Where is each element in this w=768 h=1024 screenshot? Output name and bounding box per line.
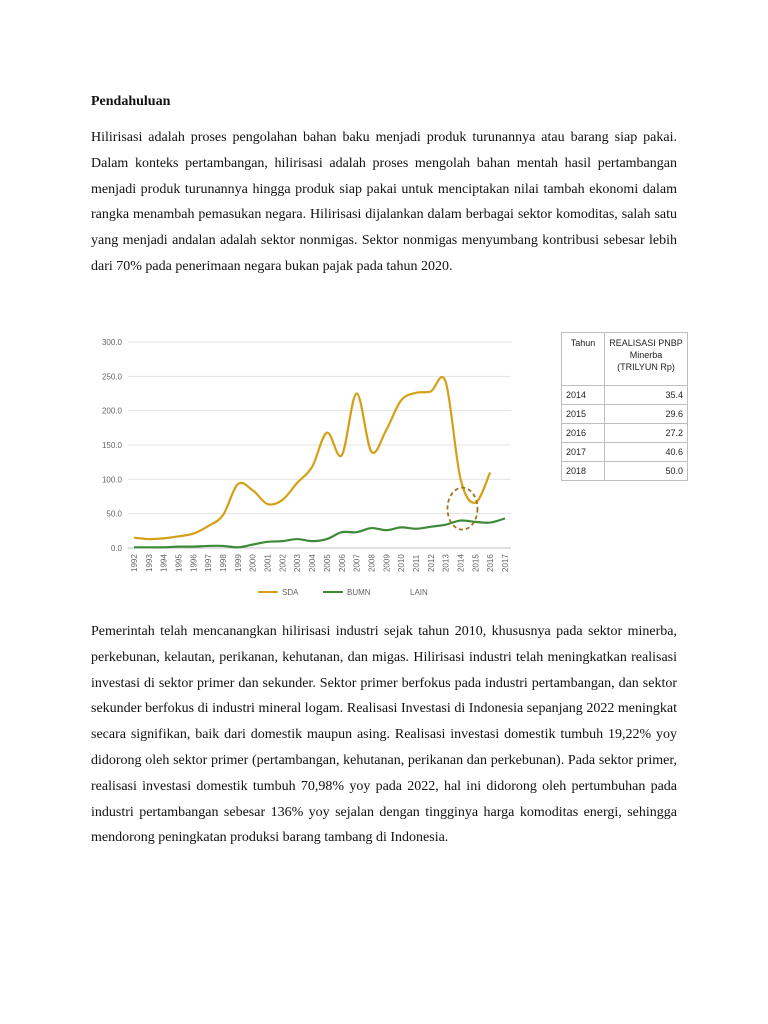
x-tick-label: 1992 (130, 554, 139, 572)
value-cell: 29.6 (605, 405, 688, 424)
header-value-line: Minerba (629, 350, 663, 360)
table-row (562, 386, 688, 405)
x-tick-label: 1995 (174, 554, 184, 572)
chart-svg (90, 332, 518, 604)
x-tick-label: 2017 (501, 554, 510, 572)
value-cell: 35.4 (605, 386, 688, 405)
x-tick-label: 2005 (322, 554, 332, 572)
value-cell: 50.0 (605, 462, 688, 481)
x-tick-label: 2016 (486, 554, 496, 572)
x-tick-label: 1997 (204, 554, 214, 572)
x-tick-label: 2014 (456, 554, 466, 572)
x-tick-label: 1998 (219, 554, 229, 572)
intro-paragraph: Hilirisasi adalah proses pengolahan bahan baku menjadi produk turunannya atau barang siap pakai. Dalam konteks pertambangan, hilirisasi adalah proses mengolah bahan mentah hasil pertambangan menjadi produk turunannya hingga produk siap pakai untuk menciptakan nilai tambah ekonomi dalam rangka menambah pemasukan negara. Hilirisasi dijalankan dalam berbagai sektor komoditas, salah satu yang menjadi andalan adalah sektor nonmigas. Sektor nonmigas menyumbang kontribusi sebesar lebih dari 70% pada penerimaan negara bukan pajak pada tahun 2020. (91, 130, 677, 274)
year-cell: 2018 (562, 462, 605, 481)
y-tick-label: 0.0 (110, 544, 122, 553)
x-tick-label: 2002 (278, 554, 288, 572)
x-tick-label: 2008 (367, 554, 377, 572)
y-tick-label: 200.0 (101, 406, 122, 416)
year-cell: 2015 (562, 405, 605, 424)
x-tick-label: 1999 (233, 554, 243, 572)
y-tick-label: 100.0 (101, 475, 122, 485)
line-chart (90, 332, 518, 604)
header-value-line: REALISASI PNBP (609, 338, 683, 348)
x-tick-label: 2011 (411, 554, 421, 572)
table-row (562, 424, 688, 443)
header-value (605, 333, 688, 386)
x-tick-label: 2007 (352, 554, 362, 572)
y-tick-label: 150.0 (101, 441, 122, 450)
series-line-sda (134, 377, 490, 539)
value-cell: 40.6 (605, 443, 688, 462)
section-heading: Pendahuluan (91, 94, 171, 109)
x-tick-label: 2012 (426, 554, 436, 572)
x-tick-label: 2001 (263, 554, 273, 572)
legend-label: BUMN (347, 588, 371, 597)
table-row (562, 405, 688, 424)
x-tick-label: 2006 (337, 554, 347, 572)
y-tick-label: 250.0 (101, 372, 122, 382)
body-paragraph: Pemerintah telah mencanangkan hilirisasi industri sejak tahun 2010, khususnya pada sektor minerba, perkebunan, kelautan, perikanan, kehutanan, dan migas. Hilirisasi industri telah meningkatkan realisasi investasi di sektor primer dan sekunder. Sektor primer berfokus pada industri pertambangan, dan sektor sekunder berfokus di industri mineral logam. Realisasi Investasi di Indonesia sepanjang 2022 meningkat secara signifikan, baik dari domestik maupun asing. Realisasi investasi domestik tumbuh 19,22% yoy didorong oleh sektor primer (pertambangan, kehutanan, perikanan dan perkebunan). Pada sektor primer, realisasi investasi domestik tumbuh 70,98% yoy pada 2022, hal ini didorong oleh pertumbuhan pada industri pertambangan sebesar 136% yoy sejalan dengan tingginya harga komoditas energi, sehingga mendorong peningkatan produksi barang tambang di Indonesia. (91, 624, 677, 846)
x-tick-label: 2003 (293, 554, 303, 572)
x-tick-label: 2000 (248, 554, 258, 572)
x-tick-label: 2004 (308, 554, 318, 572)
header-year: Tahun (562, 333, 605, 386)
legend-label: LAIN (410, 588, 428, 597)
header-value-line: (TRILYUN Rp) (617, 362, 675, 372)
value-cell: 27.2 (605, 424, 688, 443)
table-row (562, 462, 688, 481)
year-cell: 2014 (562, 386, 605, 405)
x-tick-label: 1996 (189, 554, 199, 572)
pnbp-table (561, 332, 688, 481)
x-tick-label: 2010 (397, 554, 407, 572)
table-row (562, 443, 688, 462)
year-cell: 2017 (562, 443, 605, 462)
legend-label: SDA (282, 588, 299, 597)
y-tick-label: 300.0 (101, 338, 122, 347)
year-cell: 2016 (562, 424, 605, 443)
x-tick-label: 1993 (144, 554, 154, 572)
x-tick-label: 2015 (471, 554, 481, 572)
x-tick-label: 1994 (159, 554, 169, 572)
x-tick-label: 2013 (441, 554, 451, 572)
y-tick-label: 50.0 (106, 509, 122, 519)
x-tick-label: 2009 (382, 554, 392, 572)
series-line-bumn (134, 518, 505, 547)
